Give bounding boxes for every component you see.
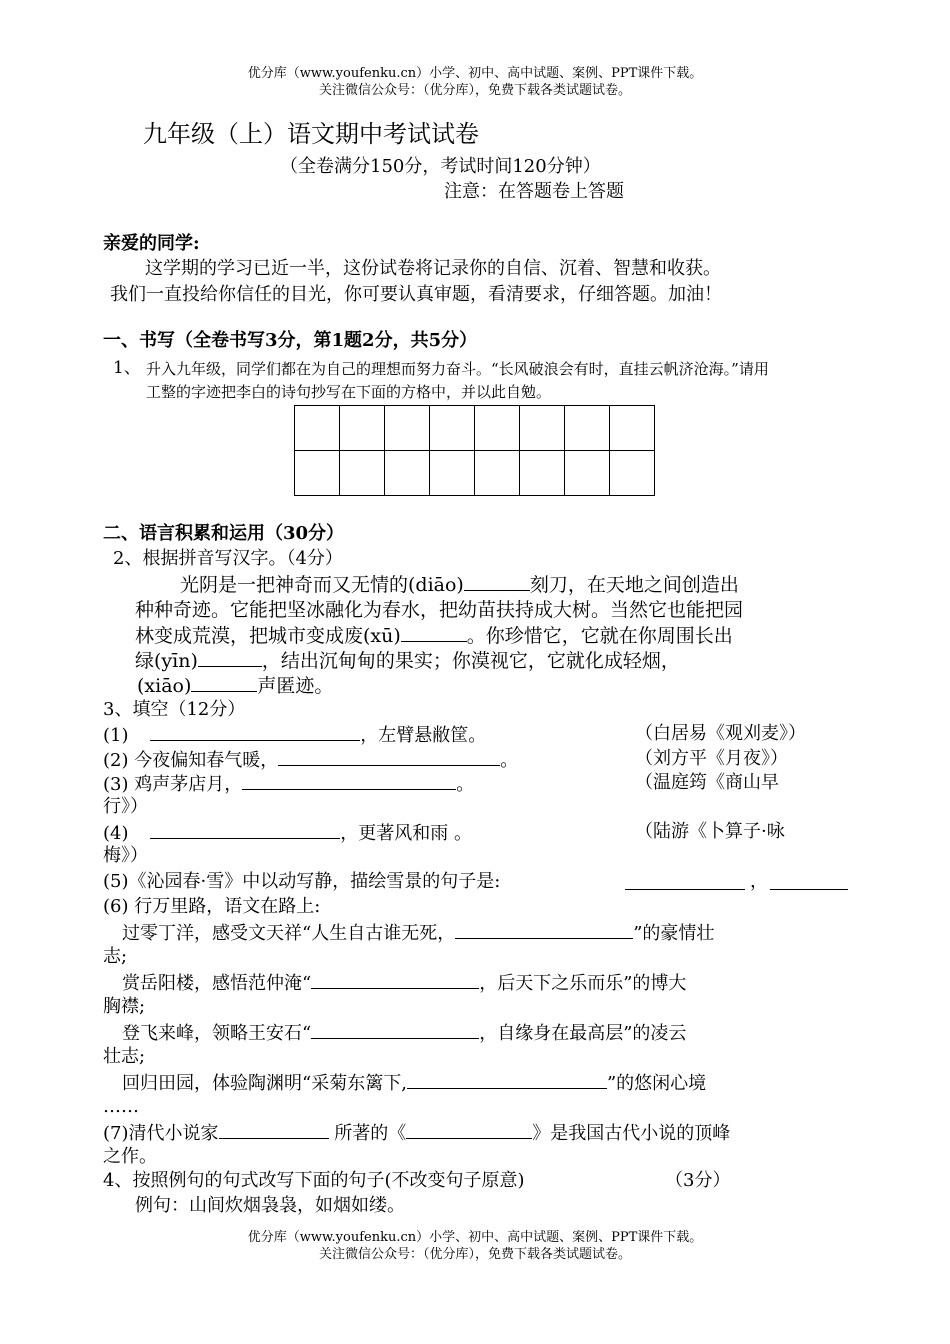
q3-item7-mid: 所著的《 (334, 1123, 407, 1144)
banner-bottom-line1: 优分库（www.youfenku.cn）小学、初中、高中试题、案例、PPT课件下载。 (247, 1230, 703, 1245)
q2-line5-a: (xiāo) (137, 675, 192, 697)
q3-item6: (6) 行万里路，语文在路上: (103, 896, 321, 917)
q3-item6c-cont: 壮志; (103, 1046, 146, 1067)
q2-line3 (135, 623, 733, 649)
grid-cell[interactable] (565, 406, 610, 451)
blank-q3-2[interactable] (278, 747, 500, 766)
q3-item6b-text: 赏岳阳楼，感悟范仲淹“ (122, 973, 312, 994)
grid-cell[interactable] (295, 406, 340, 451)
blank-q3-5b[interactable] (770, 871, 848, 890)
q3-item6c (122, 1020, 686, 1046)
grid-cell[interactable] (340, 406, 385, 451)
blank-q3-6a[interactable] (455, 920, 633, 939)
grid-cell[interactable] (565, 451, 610, 496)
blank-xu[interactable] (401, 623, 467, 642)
banner-top-line1: 优分库（www.youfenku.cn）小学、初中、高中试题、案例、PPT课件下载。 (247, 66, 703, 81)
q3-item2-source: （刘方平《月夜》） (635, 748, 788, 769)
q1-text-line2: 工整的字迹把李白的诗句抄写在下面的方格中，并以此自勉。 (146, 383, 552, 401)
q2-line1-b: 刻刀，在天地之间创造出 (529, 574, 739, 596)
blank-q3-4[interactable] (150, 820, 340, 839)
q3-item6a-text: 过零丁洋，感受文天祥“人生自古谁无死， (122, 923, 456, 944)
page-subtitle: （全卷满分150分，考试时间120分钟） (280, 156, 601, 177)
q3-item3 (103, 771, 474, 797)
q3-item4-source-cont: 梅》） (103, 845, 148, 866)
q3-item3-end: 。 (456, 774, 475, 795)
blank-q3-7b[interactable] (406, 1120, 532, 1139)
grid-cell[interactable] (610, 451, 655, 496)
grid-cell[interactable] (475, 406, 520, 451)
q3-item6b-end: ，后天下之乐而乐”的博大 (479, 973, 687, 994)
q2-line3-a: 林变成荒漠，把城市变成废(xū) (135, 625, 401, 647)
q3-item2-end: 。 (500, 750, 519, 771)
q2-prompt: 2、根据拼音写汉字。（4分） (113, 548, 343, 569)
q4-score: （3分） (665, 1170, 731, 1191)
q3-item6d-cont: …… (103, 1096, 139, 1117)
q3-item6c-end: ，自缘身在最高层”的凌云 (479, 1023, 687, 1044)
page-title: 九年级（上）语文期中考试试卷 (143, 120, 479, 148)
blank-q3-6b[interactable] (311, 970, 479, 989)
q3-prompt: 3、填空（12分） (103, 699, 246, 720)
q3-item3-text: (3) 鸡声茅店月， (103, 774, 243, 795)
q3-item2-text: (2) 今夜偏知春气暖， (103, 750, 279, 771)
q2-line5 (137, 673, 333, 699)
q2-line2: 种种奇迹。它能把坚冰融化为春水，把幼苗扶持成大树。当然它也能把园 (135, 599, 744, 621)
q2-line4-a: 绿(yīn) (135, 650, 198, 672)
q2-line4-b: ，结出沉甸甸的果实；你漠视它，它就化成轻烟， (261, 650, 680, 672)
blank-q3-7a[interactable] (219, 1120, 329, 1139)
q4-prompt: 4、按照例句的句式改写下面的句子(不改变句子原意) (103, 1170, 525, 1191)
grid-cell[interactable] (520, 451, 565, 496)
blank-q3-1[interactable] (150, 722, 360, 741)
q3-item6a (122, 920, 714, 946)
blank-xiao[interactable] (191, 673, 257, 692)
q2-line5-b: 声匿迹。 (257, 675, 334, 697)
q3-item6c-text: 登飞来峰，领略王安石“ (122, 1023, 312, 1044)
grid-cell[interactable] (430, 406, 475, 451)
banner-top-line2: 关注微信公众号：（优分库），免费下载各类试题试卷。 (318, 83, 631, 98)
q3-item5: (5)《沁园春·雪》中以动写静，描绘雪景的句子是: (103, 871, 501, 892)
q3-item4-source: （陆游《卜算子·咏 (635, 821, 785, 842)
section2-heading: 二、语言积累和运用（30分） (103, 523, 345, 544)
q2-line1-a: 光阴是一把神奇而又无情的(diāo) (180, 574, 464, 596)
q3-item3-source: （温庭筠《商山早 (635, 772, 779, 793)
q3-item6d-text: 回归田园，体验陶渊明“采菊东篱下, (122, 1073, 407, 1094)
greeting-salutation: 亲爱的同学: (103, 233, 200, 254)
grid-cell[interactable] (610, 406, 655, 451)
section1-heading: 一、书写（全卷书写3分，第1题2分，共5分） (103, 330, 478, 351)
q3-item1-num: (1) (103, 725, 129, 746)
answer-note: 注意：在答题卷上答题 (444, 181, 624, 202)
blank-q3-6d[interactable] (407, 1070, 607, 1089)
grid-cell[interactable] (340, 451, 385, 496)
blank-diao[interactable] (464, 572, 530, 591)
q3-item6d (122, 1070, 706, 1096)
q3-item3-source-cont: 行》） (103, 796, 148, 817)
blank-q3-5a[interactable] (625, 871, 745, 890)
q3-item1-text: ，左臂悬敝筐。 (360, 725, 487, 746)
greeting-line2: 我们一直投给你信任的目光，你可要认真审题，看清要求，仔细答题。加油！ (110, 284, 722, 305)
q3-item4-text: ，更著风和雨 。 (340, 823, 472, 844)
q3-item6b-cont: 胸襟; (103, 996, 146, 1017)
q3-item6b (122, 970, 686, 996)
banner-bottom-line2: 关注微信公众号：（优分库），免费下载各类试题试卷。 (318, 1247, 631, 1262)
greeting-line1: 这学期的学习已近一半，这份试卷将记录你的自信、沉着、智慧和收获。 (145, 258, 721, 279)
q1-number: 1、 (113, 358, 141, 378)
grid-cell[interactable] (430, 451, 475, 496)
q3-item7-text: (7)清代小说家 (103, 1123, 219, 1144)
q2-line3-b: 。你珍惜它，它就在你周围长出 (466, 625, 733, 647)
q3-item7 (103, 1120, 730, 1146)
q3-item6a-cont: 志; (103, 946, 128, 967)
writing-grid (294, 405, 655, 496)
q3-item5-comma: ， (750, 871, 768, 892)
q3-item7-cont: 之作。 (103, 1146, 157, 1167)
q3-item7-end: 》是我国古代小说的顶峰 (532, 1123, 731, 1144)
grid-cell[interactable] (475, 451, 520, 496)
q3-item6d-end: ”的悠闲心境 (606, 1073, 707, 1094)
q3-item4 (103, 820, 472, 846)
q2-line1 (180, 572, 739, 598)
q3-item1-source: （白居易《观刈麦》） (635, 723, 806, 744)
grid-cell[interactable] (520, 406, 565, 451)
q3-item6a-end: ”的豪情壮 (633, 923, 715, 944)
blank-q3-3[interactable] (242, 771, 456, 790)
grid-cell[interactable] (385, 406, 430, 451)
q2-line4 (135, 648, 680, 674)
grid-cell[interactable] (385, 451, 430, 496)
q3-item2 (103, 747, 518, 773)
blank-yin[interactable] (198, 648, 262, 667)
q3-item1 (103, 722, 486, 748)
q1-text-line1: 升入九年级，同学们都在为自己的理想而努力奋斗。“长风破浪会有时，直挂云帆济沧海。”请用 (146, 360, 769, 378)
q3-item4-num: (4) (103, 823, 129, 844)
blank-q3-6c[interactable] (311, 1020, 479, 1039)
grid-cell[interactable] (295, 451, 340, 496)
q4-example: 例句：山间炊烟袅袅，如烟如缕。 (135, 1195, 405, 1216)
